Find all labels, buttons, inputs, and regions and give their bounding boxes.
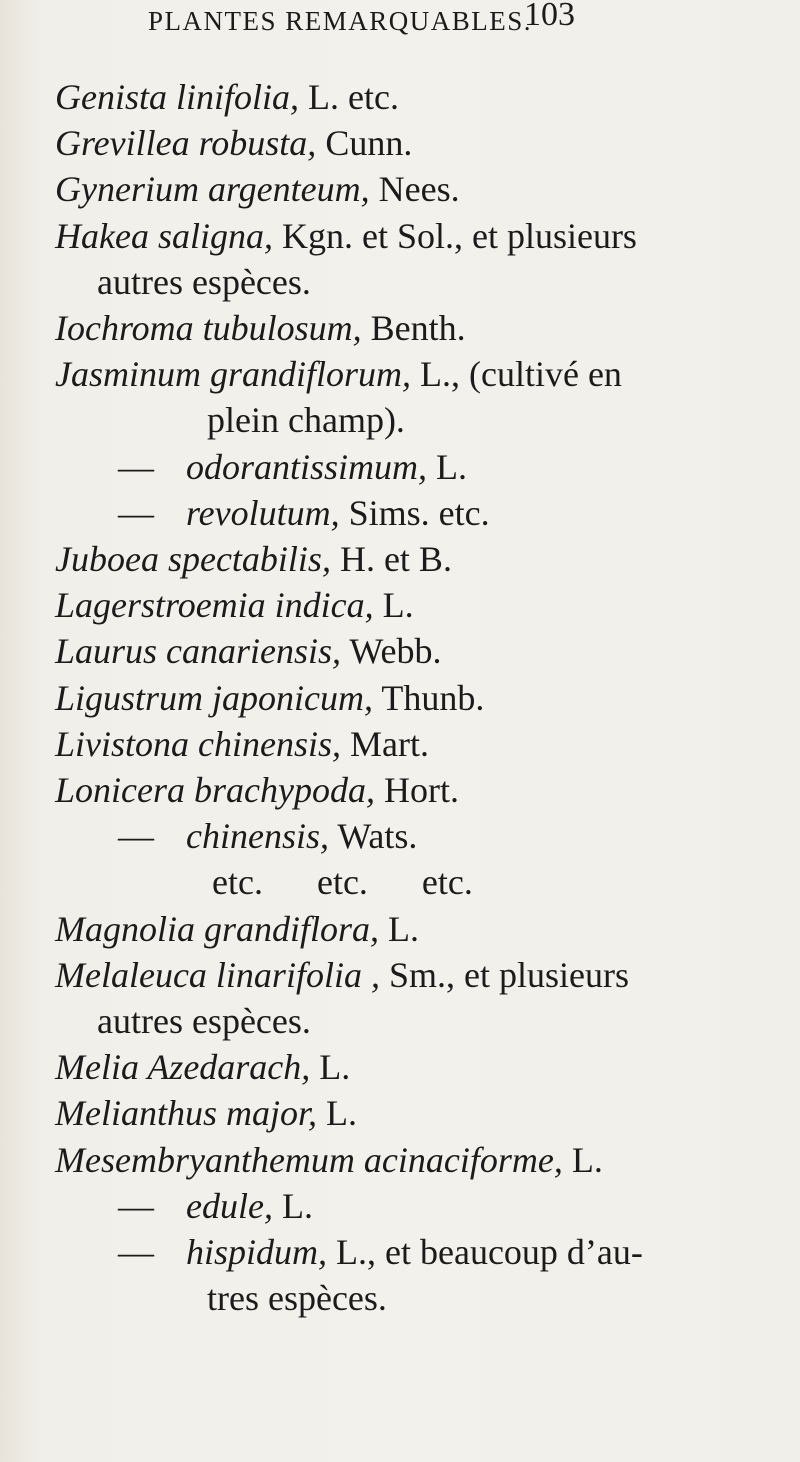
authority-text: H. et B.: [330, 539, 452, 579]
authority-text: etc. etc. etc.: [212, 862, 473, 903]
running-head: PLANTES REMARQUABLES.: [148, 6, 533, 36]
entry-line: [0, 1092, 800, 1136]
entry-line: [0, 261, 800, 305]
page-header: [0, 2, 800, 46]
ditto-dash: —: [118, 492, 154, 533]
authority-text: L.: [562, 1139, 603, 1180]
entry-line: [0, 1231, 800, 1275]
ditto-dash: —: [118, 816, 154, 857]
species-name: Lagerstroemia indica,: [55, 585, 374, 626]
ditto-dash: —: [118, 446, 154, 487]
entry-line: [0, 769, 800, 813]
entry-line: [0, 492, 800, 536]
authority-text: L., et beaucoup d’au-: [327, 1232, 643, 1272]
authority-text: L.: [427, 446, 468, 487]
authority-text: tres espèces.: [207, 1278, 387, 1319]
authority-text: Kgn. et Sol., et plusieurs: [272, 215, 637, 256]
species-name: Mesembryanthemum acinaciforme,: [55, 1139, 563, 1180]
authority-text: Hort.: [374, 770, 459, 810]
authority-text: L., (cultivé en: [411, 354, 622, 395]
entry-line: [0, 723, 800, 767]
authority-text: Sm., et plusieurs: [379, 954, 629, 995]
entry-line: [0, 954, 800, 998]
authority-text: L. etc.: [299, 77, 399, 117]
species-name: Gynerium argenteum,: [55, 169, 370, 210]
ditto-dash: —: [118, 1232, 154, 1272]
entry-line: [0, 1046, 800, 1090]
species-name: Hakea saligna,: [55, 215, 273, 256]
entry-line: [0, 1139, 800, 1183]
entry-line: [0, 307, 800, 351]
entry-line: [0, 1185, 800, 1229]
entry-line: [0, 122, 800, 166]
entry-line: [0, 1000, 800, 1044]
entry-line: [0, 446, 800, 490]
entry-line: [0, 677, 800, 721]
authority-text: autres espèces.: [97, 1001, 311, 1041]
species-name: hispidum,: [186, 1232, 328, 1272]
entry-line: [0, 815, 800, 859]
species-name: edule,: [186, 1185, 273, 1226]
authority-text: autres espèces.: [97, 261, 311, 302]
species-name: Jasminum grandiflorum,: [55, 354, 412, 395]
authority-text: L.: [373, 585, 414, 626]
species-name: Iochroma tubulosum,: [55, 308, 362, 348]
entry-line: [0, 215, 800, 259]
entry-line: [0, 76, 800, 120]
entry-line: [0, 630, 800, 674]
species-name: odorantissimum,: [186, 446, 428, 487]
entry-line: [0, 168, 800, 212]
entry-line: [0, 908, 800, 952]
ditto-dash: —: [118, 1185, 154, 1226]
authority-text: L.: [379, 908, 420, 949]
species-name: Melia Azedarach,: [55, 1047, 311, 1088]
authority-text: L.: [310, 1047, 351, 1088]
authority-text: Nees.: [369, 169, 460, 210]
entry-line: [0, 399, 800, 443]
authority-text: Benth.: [361, 308, 466, 348]
species-name: chinensis,: [186, 816, 329, 857]
page-number: 103: [524, 0, 575, 33]
species-name: Melianthus major,: [55, 1093, 318, 1134]
species-name: Magnolia grandiflora,: [55, 908, 380, 949]
authority-text: L.: [317, 1093, 358, 1134]
authority-text: Cunn.: [316, 123, 413, 164]
entry-line: [0, 353, 800, 397]
species-name: Livistona chinensis,: [55, 723, 341, 764]
entry-line: [0, 584, 800, 628]
authority-text: Sims. etc.: [339, 492, 490, 533]
authority-text: plein champ).: [207, 400, 405, 441]
entry-line: [0, 538, 800, 582]
authority-text: Mart.: [341, 723, 429, 764]
species-name: Lonicera brachypoda,: [55, 770, 375, 810]
species-name: Laurus canariensis,: [55, 631, 342, 672]
authority-text: Webb.: [341, 631, 442, 672]
species-name: Genista linifolia,: [55, 77, 300, 117]
entry-line: [0, 861, 800, 905]
species-name: Grevillea robusta,: [55, 123, 317, 164]
species-name: Ligustrum japonicum,: [55, 677, 374, 718]
authority-text: Thunb.: [373, 677, 485, 718]
authority-text: L.: [272, 1185, 313, 1226]
species-name: Juboea spectabilis,: [55, 539, 331, 579]
entry-line: [0, 1277, 800, 1321]
authority-text: Wats.: [328, 816, 418, 857]
species-name: Melaleuca linarifolia ,: [55, 954, 380, 995]
species-name: revolutum,: [186, 492, 340, 533]
